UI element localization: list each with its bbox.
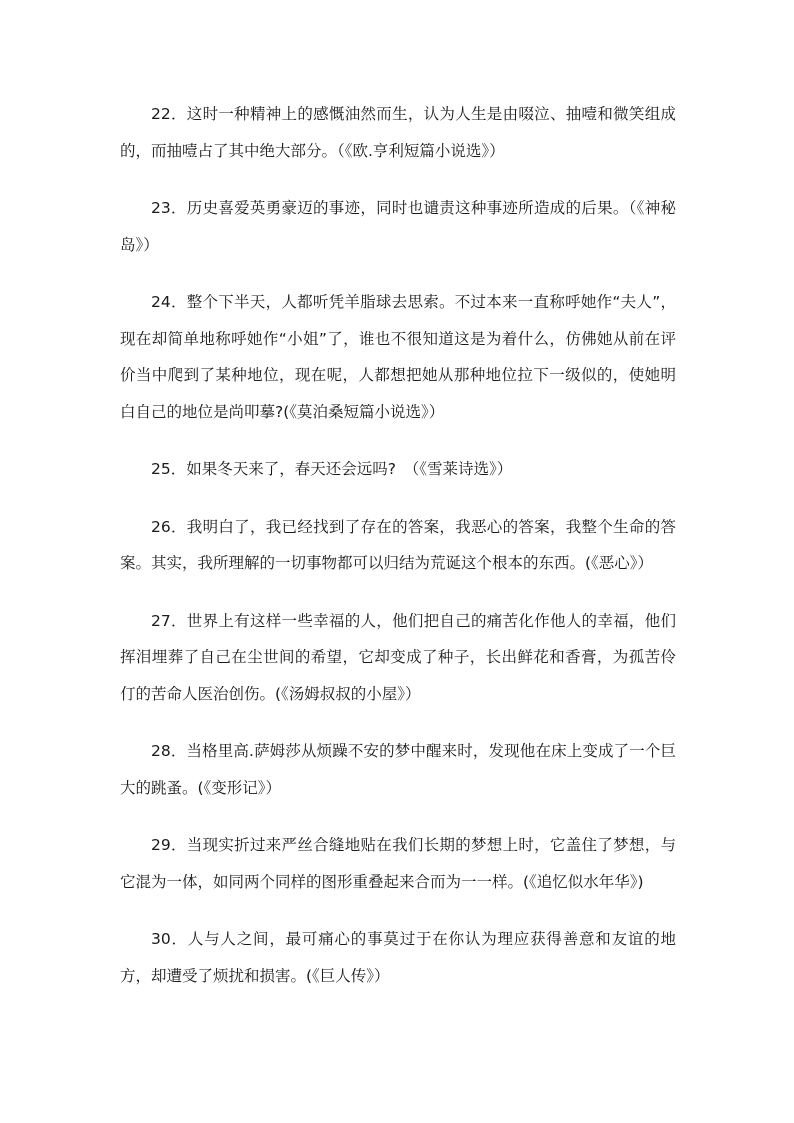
quote-paragraph-22: 22．这时一种精神上的感慨油然而生，认为人生是由啜泣、抽噎和微笑组成的，而抽噎占了其中绝大部分。（《欧.亨利短篇小说选》） [120,105,676,160]
quote-paragraph-23: 23．历史喜爱英勇豪迈的事迹，同时也谴责这种事迹所造成的后果。（《神秘岛》） [120,199,676,254]
quote-paragraph-29: 29．当现实折过来严丝合缝地贴在我们长期的梦想上时，它盖住了梦想，与它混为一体，如同两个同样的图形重叠起来合而为一一样。(《追忆似水年华》) [120,836,676,891]
quote-paragraph-24: 24．整个下半天，人都听凭羊脂球去思索。不过本来一直称呼她作“夫人”，现在却简单地称呼她作“小姐”了，谁也不很知道这是为着什么，仿佛她从前在评价当中爬到了某种地位，现在呢，人都想把她从那种地位拉下一级似的，使她明白自己的地位是尚叩摹?(《莫泊桑短篇小说选》） [120,293,676,421]
document-body [120,96,676,1015]
quote-paragraph-30: 30．人与人之间，最可痛心的事莫过于在你认为理应获得善意和友谊的地方，却遭受了烦扰和损害。(《巨人传》） [120,930,676,985]
quote-paragraph-26: 26．我明白了，我已经找到了存在的答案，我恶心的答案，我整个生命的答案。其实，我所理解的一切事物都可以归结为荒诞这个根本的东西。(《恶心》） [120,517,676,572]
quote-paragraph-25: 25．如果冬天来了，春天还会远吗? （《雪莱诗选》） [151,460,513,478]
quote-paragraph-28: 28．当格里高.萨姆莎从烦躁不安的梦中醒来时，发现他在床上变成了一个巨大的跳蚤。(《变形记》） [120,742,676,797]
quote-paragraph-27: 27．世界上有这样一些幸福的人，他们把自己的痛苦化作他人的幸福，他们挥泪埋葬了自己在尘世间的希望，它却变成了种子，长出鲜花和香膏，为孤苦伶仃的苦命人医治创伤。(《汤姆叔叔的小屋》） [120,611,676,703]
